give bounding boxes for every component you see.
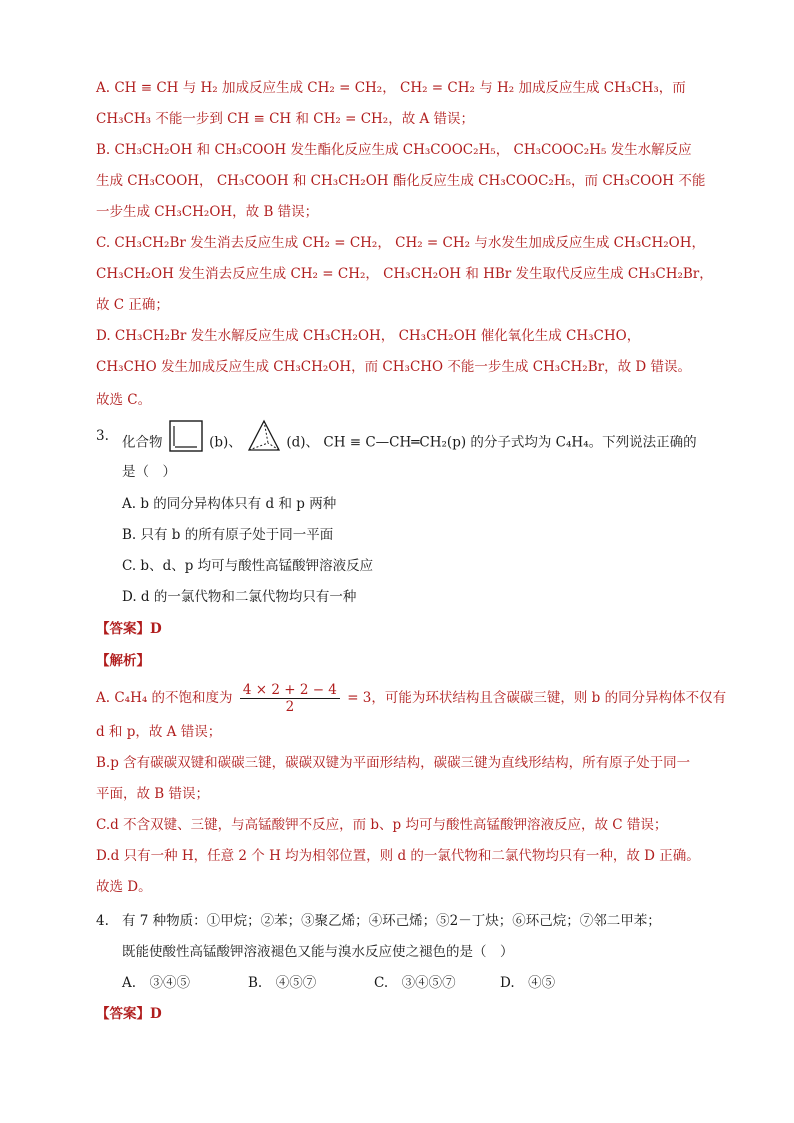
- fraction-numerator: 4 × 2 + 2 − 4: [240, 682, 340, 699]
- q2-conclusion: 故选 C。: [96, 392, 152, 408]
- question-3-analysis-a-line2: d 和 p，故 A 错误；: [96, 724, 222, 740]
- question-4-option-c: C. ③④⑤⑦: [374, 975, 456, 991]
- question-3-stem: [122, 418, 697, 468]
- q2-explanation-a-line2: CH₃CH₃ 不能一步到 CH ≡ CH 和 CH₂ = CH₂，故 A 错误；: [96, 111, 475, 127]
- question-3-stem-lead: 化合物: [122, 434, 163, 451]
- question-4-option-a: A. ③④⑤: [122, 975, 191, 991]
- unsaturation-fraction: [240, 682, 340, 715]
- question-3-option-d: D. d 的一氯代物和二氯代物均只有一种: [122, 589, 357, 605]
- question-3-conclusion: 故选 D。: [96, 879, 152, 895]
- q2-explanation-b-line2: 生成 CH₃COOH， CH₃COOH 和 CH₃CH₂OH 酯化反应生成 CH₃COOC₂H₅，而 CH₃COOH 不能: [96, 173, 706, 189]
- question-3-stem-line2: 是（ ）: [122, 464, 176, 480]
- q2-explanation-c-line1: C. CH₃CH₂Br 发生消去反应生成 CH₂ = CH₂， CH₂ = CH₂ 与水发生加成反应生成 CH₃CH₂OH，: [96, 235, 706, 251]
- question-4-option-b: B. ④⑤⑦: [248, 975, 317, 991]
- question-3-option-b: B. 只有 b 的所有原子处于同一平面: [122, 527, 334, 543]
- q2-explanation-b-line3: 一步生成 CH₃CH₂OH，故 B 错误；: [96, 204, 319, 220]
- question-3-analysis-c: C.d 不含双键、三键，与高锰酸钾不反应，而 b、p 均可与酸性高锰酸钾溶液反应，故 C 错误；: [96, 817, 668, 833]
- question-4-option-d: D. ④⑤: [500, 975, 556, 991]
- question-3-number: 3.: [96, 428, 109, 444]
- q2-explanation-d-line2: CH₃CHO 发生加成反应生成 CH₃CH₂OH，而 CH₃CHO 不能一步生成 CH₃CH₂Br，故 D 错误。: [96, 359, 692, 375]
- question-4-answer: 【答案】D: [96, 1006, 162, 1022]
- q2-explanation-a-line1: A. CH ≡ CH 与 H₂ 加成反应生成 CH₂ = CH₂， CH₂ = CH₂ 与 H₂ 加成反应生成 CH₃CH₃，而: [96, 80, 686, 96]
- tetrahedrane-structure-d: [246, 418, 282, 468]
- q2-explanation-d-line1: D. CH₃CH₂Br 发生水解反应生成 CH₃CH₂OH， CH₃CH₂OH 催化氧化生成 CH₃CHO，: [96, 328, 641, 344]
- question-3-answer: 【答案】D: [96, 621, 162, 637]
- label-b: (b)、: [209, 434, 242, 451]
- question-3-stem-rest: CH ≡ C—CH═CH₂(p) 的分子式均为 C₄H₄。下列说法正确的: [323, 434, 697, 451]
- question-3-analysis-b-line1: B.p 含有碳碳双键和碳碳三键，碳碳双键为平面形结构，碳碳三键为直线形结构，所有原子处于同一: [96, 755, 691, 771]
- question-3-option-c: C. b、d、p 均可与酸性高锰酸钾溶液反应: [122, 558, 374, 574]
- analysis-a-prefix: A. C₄H₄ 的不饱和度为: [96, 690, 233, 706]
- q2-explanation-b-line1: B. CH₃CH₂OH 和 CH₃COOH 发生酯化反应生成 CH₃COOC₂H₅， CH₃COOC₂H₅ 发生水解反应: [96, 142, 692, 158]
- analysis-a-suffix: = 3，可能为环状结构且含碳碳三键，则 b 的同分异构体不仅有: [347, 690, 727, 706]
- question-3-analysis-d: D.d 只有一种 H，任意 2 个 H 均为相邻位置，则 d 的一氯代物和二氯代物均只有一种，故 D 正确。: [96, 848, 700, 864]
- q2-explanation-c-line3: 故 C 正确；: [96, 297, 169, 313]
- question-4-stem-line1: 有 7 种物质：①甲烷；②苯；③聚乙烯；④环己烯；⑤2－丁炔；⑥环己烷；⑦邻二甲苯；: [122, 913, 661, 929]
- question-4-stem-line2: 既能使酸性高锰酸钾溶液褪色又能与溴水反应使之褪色的是（ ）: [122, 944, 514, 960]
- question-3-analysis-b-line2: 平面，故 B 错误；: [96, 786, 210, 802]
- label-d: (d)、: [286, 434, 320, 451]
- cyclobutadiene-structure-b: [167, 418, 205, 468]
- question-3-option-a: A. b 的同分异构体只有 d 和 p 两种: [122, 496, 337, 512]
- fraction-denominator: 2: [285, 699, 295, 715]
- question-3-analysis-a-line1: [96, 680, 726, 716]
- question-3-analysis-label: 【解析】: [96, 653, 150, 669]
- q2-explanation-c-line2: CH₃CH₂OH 发生消去反应生成 CH₂ = CH₂， CH₃CH₂OH 和 HBr 发生取代反应生成 CH₃CH₂Br，: [96, 266, 713, 282]
- question-4-number: 4.: [96, 913, 109, 929]
